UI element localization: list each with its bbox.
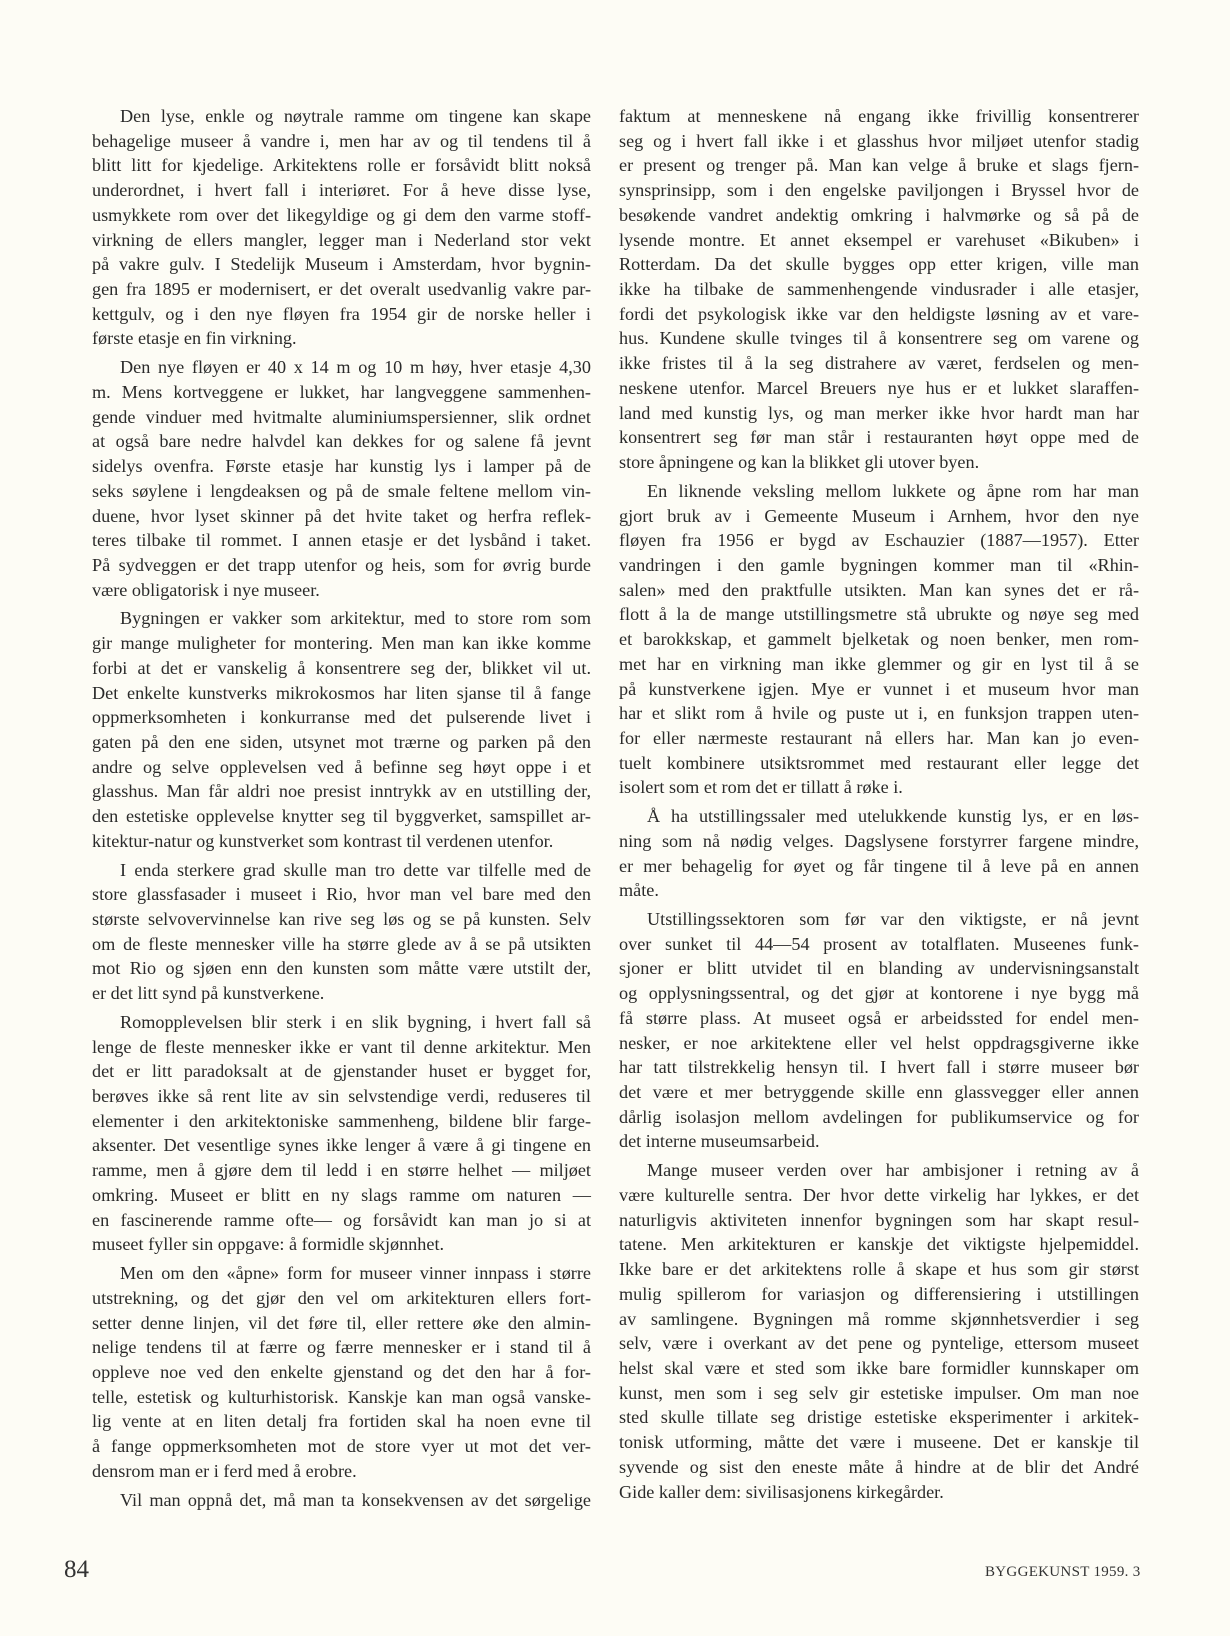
text-line: salen» med den praktfulle utsikten. Man kan synes det er rå- [619, 579, 1139, 600]
text-line: måte. [619, 880, 659, 901]
text-line: syvende og sist den eneste måte å hindre at de blir det André [619, 1456, 1139, 1477]
text-line: har tatt tilstrekkelig hensyn til. I hvert fall i større museer bør [619, 1057, 1139, 1078]
right-text-column [619, 104, 1139, 1508]
text-line: faktum at menneskene nå engang ikke frivillig konsentrerer [619, 106, 1139, 126]
text-line: neskene utenfor. Marcel Breuers nye hus er et lukket slaraffen- [619, 377, 1139, 398]
text-line: land med kunstig lys, og man merker ikke hvor hardt man har [619, 402, 1139, 423]
text-line: nelige tendens til at færre og færre mennesker er i stand til å [92, 1337, 591, 1358]
text-line: virkning de ellers mangler, legger man i Nederland stor vekt [92, 229, 591, 250]
paragraph [92, 1261, 591, 1483]
text-line: telle, estetisk og kulturhistorisk. Kanskje kan man også vanske- [92, 1386, 591, 1407]
text-line: mulig spillerom for variasjon og differensiering i utstillingen [619, 1283, 1139, 1304]
text-line: naturligvis aktiviteten innenfor bygningen som har skapt resul- [619, 1209, 1139, 1230]
text-line: forbi at det er vanskelig å konsentrere seg der, blikket vil ut. [92, 657, 591, 678]
text-line: tatene. Men arkitekturen er kanskje det viktigste hjelpemiddel. [619, 1234, 1139, 1255]
text-line: underordnet, i hvert fall i interiøret. For å heve disse lyse, [92, 180, 591, 201]
text-line: store åpningene og kan la blikket gli utover byen. [619, 452, 980, 473]
text-line: tuelt kombinere utsiktsrommet med restaurant eller legge det [619, 752, 1139, 773]
text-line: Bygningen er vakker som arkitektur, med to store rom som [120, 608, 591, 629]
text-line: Gide kaller dem: sivilisasjonens kirkegårder. [619, 1481, 944, 1502]
text-line: kitektur-natur og kunstverket som kontrast til verdenen utenfor. [92, 830, 554, 851]
text-line: om de fleste mennesker ville ha større glede av å se på utsikten [92, 933, 591, 954]
text-line: gaten på den ene siden, utsynet mot trærne og parken på den [92, 731, 591, 752]
text-line: å fange oppmerksomheten mot de store vyer ut mot det ver- [92, 1436, 591, 1457]
text-line: seks søylene i lengdeaksen og på de smale feltene mellom vin- [92, 480, 591, 501]
text-line: glasshus. Man får aldri noe presist inntrykk av en utstilling der, [92, 781, 591, 802]
text-line: Å ha utstillingssaler med utelukkende kunstig lys, er en løs- [647, 806, 1139, 827]
text-line: Vil man oppnå det, må man ta konsekvensen av det sørgelige [120, 1489, 591, 1510]
text-line: for eller nærmeste restaurant nå ellers har. Man kan jo even- [619, 727, 1139, 748]
text-line: duene, hvor lyset skinner på det hvite taket og herfra reflek- [92, 505, 591, 526]
text-line: Ikke bare er det arkitektens rolle å skape et hus som gir størst [619, 1259, 1139, 1280]
text-line: være kulturelle sentra. Der hvor dette virkelig har lykkes, er det [619, 1184, 1139, 1205]
text-line: andre og selve opplevelsen ved å befinne seg høyt oppe i et [92, 756, 591, 777]
text-line: første etasje en fin virkning. [92, 328, 297, 349]
text-line: teres tilbake til rommet. I annen etasje er det lysbånd i taket. [92, 530, 591, 551]
text-line: densrom man er i ferd med å erobre. [92, 1460, 357, 1481]
text-line: I enda sterkere grad skulle man tro dette var tilfelle med de [120, 859, 591, 880]
text-line: oppmerksomheten i konkurranse med det pulserende livet i [92, 707, 591, 728]
paragraph [92, 1488, 591, 1513]
text-line: kettgulv, og i den nye fløyen fra 1954 gir de norske heller i [92, 303, 591, 324]
text-line: tonisk utforming, måtte det være i museene. Det er kanskje til [619, 1432, 1139, 1453]
text-line: ikke ha tilbake de sammenhengende vindusrader i alle etasjer, [619, 279, 1139, 300]
text-line: besøkende vandret andektig omkring i halvmørke og så på de [619, 204, 1139, 225]
text-line: største selvovervinnelse kan rive seg løs og se på kunsten. Selv [92, 909, 591, 929]
text-line: gen fra 1895 er modernisert, er det overalt usedvanlig vakre par- [92, 279, 591, 300]
text-line: har et slikt rom å hvile og puste ut i, en funksjon trappen uten- [619, 703, 1139, 724]
text-line: Rotterdam. Da det skulle bygges opp etter krigen, ville man [619, 254, 1139, 275]
text-line: sted skulle tillate seg dristige estetiske eksperimenter i arkitek- [619, 1407, 1139, 1428]
text-line: er mer behagelig for øyet og får tingene til å leve på en annen [619, 855, 1139, 876]
text-line: det interne museumsarbeid. [619, 1131, 820, 1152]
text-line: gir mange muligheter for montering. Men man kan ikke komme [92, 633, 591, 654]
text-line: gende vinduer med hvitmalte aluminiumspersienner, slik ordnet [92, 406, 591, 427]
text-line: vandringen i den gamle bygningen kommer man til «Rhin- [619, 554, 1139, 575]
text-line: met har en virkning man ikke glemmer og gir en lyst til å se [619, 653, 1139, 674]
text-line: sjoner er blitt utvidet til en blanding av undervisningsanstalt [619, 958, 1139, 979]
text-line: synsprinsipp, som i den engelske paviljongen i Bryssel hvor de [619, 180, 1139, 201]
paragraph [619, 104, 1139, 475]
text-line: store glassfasader i museet i Rio, hvor man vel bare med den [92, 884, 591, 905]
text-line: Det enkelte kunstverks mikrokosmos har liten sjanse til å fange [92, 682, 591, 703]
text-line: lig vente at en liten detalj fra fortiden skal ha noen evne til [92, 1411, 591, 1432]
paragraph [92, 355, 591, 602]
paragraph [92, 606, 591, 853]
text-line: få større plass. At museet også er arbeidssted for endel men- [619, 1007, 1139, 1028]
text-line: den estetiske opplevelse knytter seg til byggverket, samspillet ar- [92, 806, 591, 827]
text-line: ramme, men å gjøre dem til ledd i en større helhet — miljøet [92, 1160, 591, 1181]
text-line: over sunket til 44—54 prosent av totalflaten. Museenes funk- [619, 933, 1139, 954]
text-line: elementer i den arkitektoniske sammenheng, bildene blir farge- [92, 1110, 591, 1131]
text-line: fløyen fra 1956 er bygd av Eschauzier (1887—1957). Etter [619, 530, 1139, 551]
text-line: lenge de fleste mennesker ikke er vant til denne arkitektur. Men [92, 1036, 591, 1057]
text-line: sidelys ovenfra. Første etasje har kunstig lys i lamper på de [92, 456, 591, 477]
text-line: konsentrert seg før man står i restauranten høyt oppe med de [619, 427, 1139, 448]
text-line: En liknende veksling mellom lukkete og åpne rom har man [647, 480, 1139, 501]
text-line: på kunstverkene igjen. Mye er vunnet i et museum hvor man [619, 678, 1139, 699]
text-line: lysende montre. Et annet eksempel er varehuset «Bikuben» i [619, 229, 1139, 250]
text-line: er det litt synd på kunstverkene. [92, 983, 325, 1004]
text-line: seg og i hvert fall ikke i et glasshus hvor miljøet utenfor stadig [619, 130, 1139, 151]
text-line: det være et mer betryggende skille enn glassvegger eller annen [619, 1082, 1139, 1103]
text-line: av samlingene. Bygningen må romme skjønnhetsverdier i seg [619, 1308, 1139, 1329]
text-line: oppleve noe ved den enkelte gjenstand og det den har å for- [92, 1361, 591, 1382]
text-line: ikke fristes til å la seg distrahere av været, ferdselen og men- [619, 353, 1139, 374]
text-line: helst skal være et sted som ikke bare formidler kunnskaper om [619, 1357, 1139, 1378]
paragraph [92, 1010, 591, 1257]
text-line: m. Mens kortveggene er lukket, har langveggene sammenhen- [92, 381, 591, 402]
text-line: usmykkete rom over det likegyldige og gi dem den varme stoff- [92, 204, 591, 225]
paragraph [619, 804, 1139, 903]
text-line: setter denne linjen, vil det føre til, eller rettere øke den almin- [92, 1312, 591, 1333]
text-line: omkring. Museet er blitt en ny slags ramme om naturen — [92, 1184, 591, 1205]
text-line: aksenter. Det vesentlige synes ikke lenger å være å gi tingene en [92, 1135, 591, 1156]
text-line: På sydveggen er det trapp utenfor og heis, som for øvrig burde [92, 554, 591, 575]
text-line: Romopplevelsen blir sterk i en slik bygning, i hvert fall så [120, 1011, 591, 1032]
text-line: på vakre gulv. I Stedelijk Museum i Amsterdam, hvor bygnin- [92, 254, 591, 275]
text-line: museet fyller sin oppgave: å formidle skjønnhet. [92, 1234, 445, 1255]
text-line: og opplysningssentral, og det gjør at kontorene i nye bygg må [619, 983, 1139, 1004]
text-line: isolert som et rom det er tillatt å røke i. [619, 777, 903, 798]
text-line: være obligatorisk i nye museer. [92, 579, 320, 600]
text-line: utstrekning, og det gjør den vel om arkitekturen ellers fort- [92, 1287, 591, 1308]
text-line: Den nye fløyen er 40 x 14 m og 10 m høy, hver etasje 4,30 [120, 357, 591, 378]
paragraph [92, 858, 591, 1006]
text-line: behagelige museer å vandre i, men har av og til tendens til å [92, 130, 591, 151]
paragraph [619, 479, 1139, 800]
text-line: et barokkskap, et gammelt bjelketak og noen benker, men rom- [619, 629, 1139, 650]
journal-issue-footer: BYGGEKUNST 1959. 3 [985, 1564, 1141, 1580]
text-line: selv, være i overkant av det pene og pyntelige, ettersom museet [619, 1333, 1139, 1354]
text-line: at også bare nedre halvdel kan dekkes for og salene få jevnt [92, 431, 591, 452]
text-line: Den lyse, enkle og nøytrale ramme om tingene kan skape [120, 106, 591, 126]
text-line: berøves ikke så rent lite av sin selvstendige verdi, reduseres til [92, 1086, 591, 1107]
left-text-column [92, 104, 591, 1516]
text-line: nesker, er noe arkitektene eller vel helst oppdragsgiverne ikke [619, 1032, 1139, 1053]
text-line: mot Rio og sjøen enn den kunsten som måtte være utstilt der, [92, 958, 591, 979]
paragraph [619, 907, 1139, 1154]
text-line: en fascinerende ramme ofte— og forsåvidt kan man jo si at [92, 1209, 591, 1230]
paragraph [92, 104, 591, 351]
text-line: blitt litt for kjedelige. Arkitektens rolle er forsåvidt blitt nokså [92, 155, 591, 176]
text-line: Men om den «åpne» form for museer vinner innpass i større [120, 1263, 591, 1284]
text-line: gjort bruk av i Gemeente Museum i Arnhem, hvor den nye [619, 505, 1139, 526]
text-line: flott å la de mange utstillingsmetre stå ubrukte og nøye seg med [619, 604, 1139, 625]
page-number: 84 [64, 1556, 89, 1583]
text-line: er present og trenger på. Man kan velge å bruke et slags fjern- [619, 155, 1139, 176]
text-line: det er litt paradoksalt at de gjenstander huset er bygget for, [92, 1061, 591, 1082]
text-line: kunst, men som i seg selv gir estetiske impulser. Om man noe [619, 1382, 1139, 1403]
text-line: Utstillingssektoren som før var den viktigste, er nå jevnt [647, 909, 1139, 929]
text-line: Mange museer verden over har ambisjoner i retning av å [647, 1160, 1139, 1181]
paragraph [619, 1158, 1139, 1504]
text-line: ning som nå nødig velges. Dagslysene forstyrrer fargene mindre, [619, 830, 1139, 851]
text-line: hus. Kundene skulle tvinges til å konsentrere seg om varene og [619, 328, 1139, 349]
text-line: dårlig isolasjon mellom avdelingen for publikumservice og for [619, 1106, 1139, 1127]
text-line: fordi det psykologisk ikke var den heldigste løsning av et vare- [619, 303, 1139, 324]
